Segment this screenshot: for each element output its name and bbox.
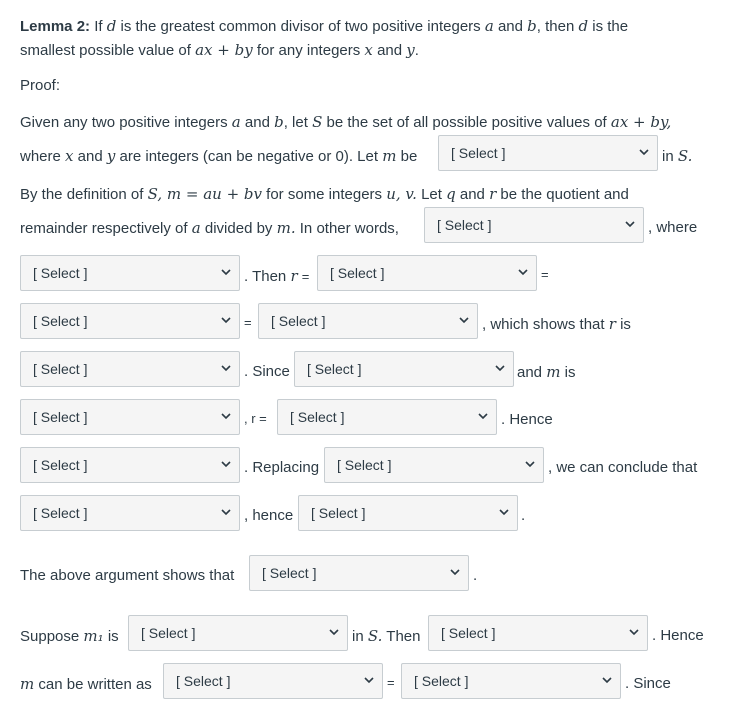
select-text: [ Select ]	[451, 145, 506, 161]
text: are integers (can be negative or 0). Let	[119, 148, 379, 165]
lemma-line-1	[20, 17, 628, 35]
text: and	[377, 42, 403, 59]
select-2[interactable]	[424, 207, 644, 243]
text: Suppose	[20, 628, 80, 645]
text: is the	[592, 18, 629, 35]
chevron-down-icon	[628, 625, 640, 639]
text: . Then	[244, 268, 287, 285]
math: r	[290, 267, 298, 285]
replacing-text: . Replacing	[244, 459, 320, 476]
select-9[interactable]	[20, 399, 240, 435]
math: y	[106, 147, 116, 165]
math: a	[484, 17, 494, 35]
conclude-text: , we can conclude that	[548, 459, 698, 476]
chevron-down-icon	[524, 457, 536, 471]
suppose-text	[20, 627, 119, 645]
math: m	[546, 363, 561, 381]
chevron-down-icon	[624, 217, 636, 231]
text: Given any two positive integers	[20, 114, 228, 131]
para2-line-1	[20, 185, 629, 203]
text: If	[94, 18, 103, 35]
math: a	[191, 219, 201, 237]
chevron-down-icon	[477, 409, 489, 423]
text: Let	[421, 186, 442, 203]
written-as-text	[20, 675, 152, 693]
text: divided by	[204, 220, 273, 237]
text: remainder respectively of	[20, 220, 188, 237]
math: x	[65, 147, 74, 165]
chevron-down-icon	[220, 409, 232, 423]
math: q	[446, 185, 456, 203]
since-text: . Since	[244, 363, 290, 380]
text: is	[620, 316, 631, 333]
select-text: [ Select ]	[307, 361, 362, 377]
lemma-label: Lemma 2:	[20, 18, 91, 35]
equals-sign: =	[244, 315, 252, 330]
math: r	[489, 185, 497, 203]
equals-sign: =	[387, 675, 395, 690]
text: and	[244, 114, 270, 131]
which-shows-text	[482, 315, 631, 333]
select-3[interactable]	[20, 255, 240, 291]
math: ax + by	[195, 41, 253, 59]
select-text: [ Select ]	[176, 673, 231, 689]
text: in	[352, 628, 364, 645]
text: and	[77, 148, 103, 165]
period: .	[473, 567, 478, 584]
math: x	[364, 41, 373, 59]
text: be the quotient and	[500, 186, 629, 203]
text: in	[662, 148, 674, 165]
math: m.	[276, 219, 296, 237]
shows-text: The above argument shows that	[20, 567, 235, 584]
select-12[interactable]	[324, 447, 544, 483]
math: S.	[367, 627, 383, 645]
select-5[interactable]	[20, 303, 240, 339]
where-text: , where	[648, 219, 698, 236]
hence-text-2: , hence	[244, 507, 294, 524]
text: , which shows that	[482, 316, 605, 333]
text: for some integers	[266, 186, 383, 203]
and-m-is-text	[517, 363, 575, 381]
select-text: [ Select ]	[33, 409, 88, 425]
chevron-down-icon	[363, 673, 375, 687]
chevron-down-icon	[220, 457, 232, 471]
select-text: [ Select ]	[33, 505, 88, 521]
para1-line-2	[20, 147, 417, 165]
select-text: [ Select ]	[33, 457, 88, 473]
select-18[interactable]	[163, 663, 383, 699]
math: d	[578, 17, 589, 35]
text: where	[20, 148, 61, 165]
since-text-2: . Since	[625, 675, 671, 692]
then-r-text	[244, 267, 309, 285]
select-7[interactable]	[20, 351, 240, 387]
text: be	[400, 148, 418, 165]
text: , let	[283, 114, 308, 131]
text: Then	[386, 628, 421, 645]
hence-text: . Hence	[501, 411, 553, 428]
select-17[interactable]	[428, 615, 648, 651]
select-16[interactable]	[128, 615, 348, 651]
math: S, m = au + bv	[147, 185, 262, 203]
chevron-down-icon	[494, 361, 506, 375]
text: be the set of all possible positive values of	[326, 114, 607, 131]
math: d	[106, 17, 117, 35]
text: =	[301, 269, 310, 284]
text: is the greatest common divisor of two positive integers	[120, 18, 481, 35]
math: b	[274, 113, 284, 131]
math: m	[20, 675, 35, 693]
r-equals-text: , r =	[244, 411, 267, 426]
math: m₁	[83, 627, 104, 645]
equals-sign: =	[541, 267, 549, 282]
lemma-line-2	[20, 41, 419, 59]
select-10[interactable]	[277, 399, 497, 435]
select-text: [ Select ]	[337, 457, 392, 473]
para1-line-1	[20, 113, 671, 131]
select-14[interactable]	[298, 495, 518, 531]
chevron-down-icon	[601, 673, 613, 687]
period: .	[521, 507, 526, 524]
hence-text-3: . Hence	[652, 627, 704, 644]
select-4[interactable]	[317, 255, 537, 291]
text: and	[459, 186, 485, 203]
math: y	[406, 41, 415, 59]
text: is	[107, 628, 119, 645]
chevron-down-icon	[449, 565, 461, 579]
chevron-down-icon	[220, 313, 232, 327]
select-text: [ Select ]	[33, 265, 88, 281]
para2-line-2	[20, 219, 399, 237]
text: can be written as	[38, 676, 152, 693]
select-text: [ Select ]	[271, 313, 326, 329]
select-text: [ Select ]	[33, 313, 88, 329]
math: r	[608, 315, 616, 333]
select-11[interactable]	[20, 447, 240, 483]
math: ax + by,	[610, 113, 672, 131]
text: is	[564, 364, 576, 381]
select-text: [ Select ]	[441, 625, 496, 641]
proof-label: Proof:	[20, 77, 61, 94]
select-text: [ Select ]	[437, 217, 492, 233]
text: and	[497, 18, 523, 35]
select-1[interactable]	[438, 135, 658, 171]
select-text: [ Select ]	[414, 673, 469, 689]
text: In other words,	[299, 220, 399, 237]
math: S.	[677, 147, 693, 165]
text: , then	[536, 18, 575, 35]
math: a	[231, 113, 241, 131]
math: b	[527, 17, 537, 35]
select-6[interactable]	[258, 303, 478, 339]
chevron-down-icon	[638, 145, 650, 159]
chevron-down-icon	[220, 505, 232, 519]
select-text: [ Select ]	[141, 625, 196, 641]
in-s-then-text	[352, 627, 420, 645]
select-8[interactable]	[294, 351, 514, 387]
math: u, v.	[386, 185, 417, 203]
select-text: [ Select ]	[311, 505, 366, 521]
text: and	[517, 364, 543, 381]
select-13[interactable]	[20, 495, 240, 531]
text: .	[414, 42, 419, 59]
chevron-down-icon	[220, 265, 232, 279]
select-15[interactable]	[249, 555, 469, 591]
text: for any integers	[256, 42, 361, 59]
text: smallest possible value of	[20, 42, 191, 59]
math: S	[312, 113, 323, 131]
select-text: [ Select ]	[290, 409, 345, 425]
chevron-down-icon	[498, 505, 510, 519]
chevron-down-icon	[458, 313, 470, 327]
text: By the definition of	[20, 186, 144, 203]
select-19[interactable]	[401, 663, 621, 699]
chevron-down-icon	[517, 265, 529, 279]
select-text: [ Select ]	[262, 565, 317, 581]
math: m	[382, 147, 397, 165]
chevron-down-icon	[328, 625, 340, 639]
select-text: [ Select ]	[33, 361, 88, 377]
in-S-text	[662, 147, 692, 165]
chevron-down-icon	[220, 361, 232, 375]
select-text: [ Select ]	[330, 265, 385, 281]
